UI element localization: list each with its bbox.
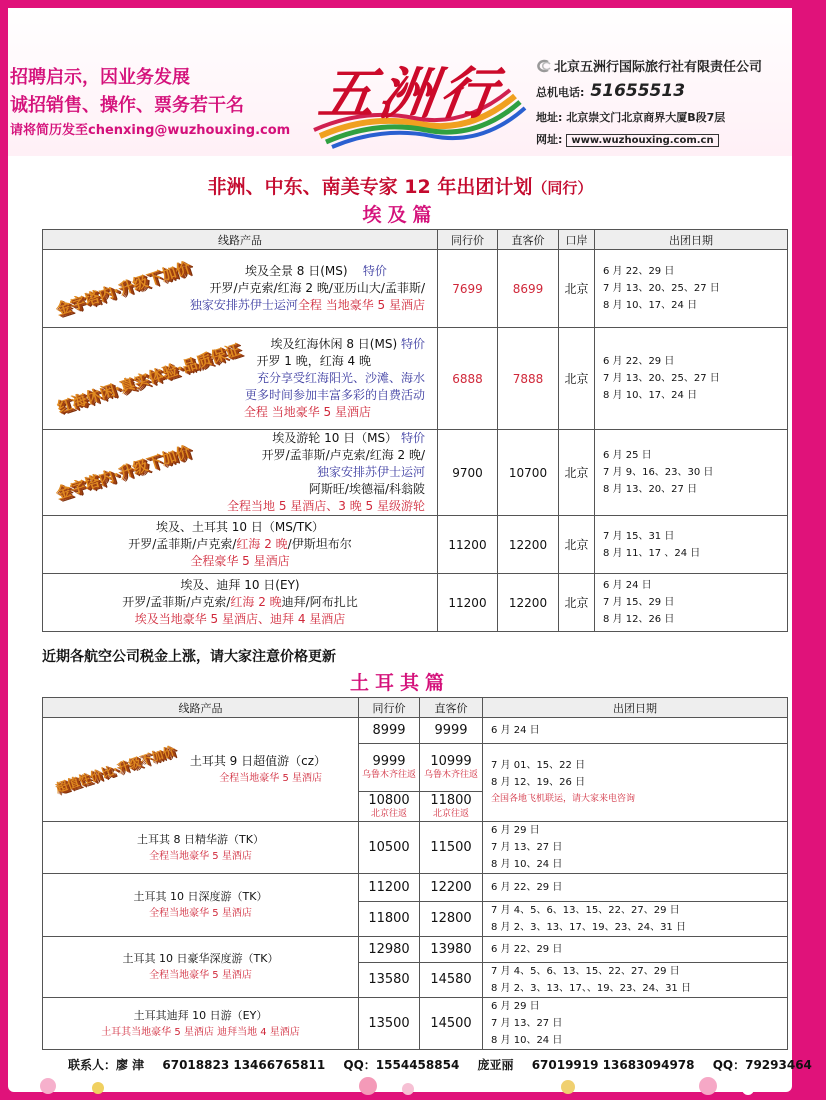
highlight: 更多时间参加丰富多彩的自费活动 bbox=[244, 388, 425, 402]
product-name: 土耳其迪拜 10 日游（EY） bbox=[133, 1008, 268, 1022]
itinerary: 开罗 1 晚，红海 4 晚 bbox=[256, 354, 371, 368]
col-header: 直客价 bbox=[420, 698, 483, 718]
peer-price: 10500 bbox=[359, 822, 420, 874]
product-cell bbox=[43, 328, 438, 430]
contact-1-phones[interactable]: 67018823 13466765811 bbox=[162, 1058, 326, 1072]
table-row bbox=[43, 328, 788, 430]
itinerary: 开罗/孟菲斯/卢克索/ bbox=[122, 595, 231, 609]
departure-dates bbox=[595, 574, 788, 632]
port: 北京 bbox=[559, 430, 595, 516]
highlight: 红海 2 晚 bbox=[230, 595, 282, 609]
address-label: 地址: bbox=[536, 111, 563, 124]
hotel-info: 全程当地豪华 5 星酒店 bbox=[219, 772, 322, 784]
flower-border-icon bbox=[8, 1056, 792, 1092]
direct-price: 11500 bbox=[420, 822, 483, 874]
date-line: 8 月 10、24 日 bbox=[491, 1035, 563, 1046]
direct-price: 14580 bbox=[420, 963, 483, 998]
date-line: 8 月 10、17、24 日 bbox=[603, 390, 698, 401]
turkey-table bbox=[42, 697, 788, 1050]
product-name: 埃及游轮 10 日（MS） bbox=[272, 431, 398, 445]
departure-dates bbox=[595, 516, 788, 574]
table-row bbox=[43, 574, 788, 632]
date-line: 6 月 22、29 日 bbox=[603, 266, 675, 277]
col-header: 口岸 bbox=[559, 230, 595, 250]
page-title: 非洲、中东、南美专家 12 年出团计划（同行） bbox=[207, 176, 593, 198]
recruit-line-1: 招聘启示，因业务发展 bbox=[10, 67, 190, 88]
direct-price bbox=[420, 744, 483, 792]
direct-price: 13980 bbox=[420, 937, 483, 963]
date-line: 7 月 4、5、6、13、15、22、27、29 日 bbox=[491, 905, 680, 916]
product-name: 埃及、迪拜 10 日(EY) bbox=[180, 578, 300, 592]
phone-label: 总机电话: bbox=[536, 86, 585, 99]
itinerary: 开罗/孟菲斯/卢克索/红海 2 晚/ bbox=[261, 448, 425, 462]
direct-price: 14500 bbox=[420, 998, 483, 1050]
hotel-info: 全程 当地豪华 5 星酒店 bbox=[243, 405, 371, 419]
departure-dates bbox=[483, 998, 788, 1050]
direct-price: 10700 bbox=[498, 430, 559, 516]
date-line: 7 月 15、31 日 bbox=[603, 530, 675, 542]
table-row bbox=[43, 516, 788, 574]
date-line: 7 月 13、27 日 bbox=[491, 1018, 563, 1029]
table-row bbox=[43, 998, 788, 1050]
direct-price bbox=[420, 792, 483, 822]
special-tag: 特价 bbox=[400, 431, 425, 445]
hotel-info: 全程当地 5 星酒店、3 晚 5 星级游轮 bbox=[227, 499, 425, 513]
port: 北京 bbox=[559, 250, 595, 328]
direct-price: 7888 bbox=[498, 328, 559, 430]
date-line: 8 月 13、20、27 日 bbox=[603, 484, 698, 495]
address: 北京崇文门北京商界大厦B段7层 bbox=[566, 111, 726, 124]
date-note: 全国各地飞机联运，请大家来电咨询 bbox=[491, 794, 636, 804]
direct-price: 8699 bbox=[498, 250, 559, 328]
peer-price: 11200 bbox=[438, 516, 498, 574]
date-line: 6 月 29 日 bbox=[491, 825, 540, 836]
table-row bbox=[43, 718, 788, 744]
product-name: 土耳其 8 日精华游（TK） bbox=[137, 832, 264, 846]
col-header: 线路产品 bbox=[43, 230, 438, 250]
table-row bbox=[43, 430, 788, 516]
date-line: 8 月 12、19、26 日 bbox=[491, 777, 586, 788]
company-logo bbox=[300, 44, 530, 150]
itinerary: /伊斯坦布尔 bbox=[287, 537, 352, 551]
col-header: 直客价 bbox=[498, 230, 559, 250]
product-name: 土耳其 10 日豪华深度游（TK） bbox=[122, 952, 279, 965]
product-name: 土耳其 9 日超值游（cz） bbox=[189, 753, 326, 768]
highlight: 充分享受红海阳光、沙滩、海水 bbox=[256, 371, 425, 385]
product-name: 埃及全景 8 日(MS) bbox=[244, 264, 348, 278]
header bbox=[8, 8, 792, 156]
direct-price: 12800 bbox=[420, 902, 483, 937]
itinerary: 阿斯旺/埃德福/科翁陂 bbox=[308, 482, 425, 496]
promo-stamp: 超值性价比·升级不加价 bbox=[53, 743, 177, 795]
departure-dates bbox=[595, 328, 788, 430]
itinerary: 迪拜/阿布扎比 bbox=[281, 595, 358, 609]
highlight: 独家安排苏伊士运河 bbox=[316, 465, 425, 479]
direct-price: 12200 bbox=[498, 516, 559, 574]
peer-price: 11200 bbox=[359, 874, 420, 902]
date-line: 7 月 4、5、6、13、15、22、27、29 日 bbox=[491, 966, 680, 977]
port: 北京 bbox=[559, 328, 595, 430]
date-line: 6 月 24 日 bbox=[603, 580, 652, 591]
table-row bbox=[43, 874, 788, 902]
company-mark-icon bbox=[536, 59, 552, 73]
recruit-notice bbox=[10, 64, 310, 142]
recruit-email[interactable]: 请将简历发至chenxing@wuzhouxing.com bbox=[10, 123, 291, 138]
col-header: 同行价 bbox=[438, 230, 498, 250]
departure-dates: 6 月 22、29 日 bbox=[483, 937, 788, 963]
departure-dates: 6 月 22、29 日 bbox=[483, 874, 788, 902]
logo-text: 五洲行 bbox=[314, 61, 505, 127]
peer-price: 8999 bbox=[359, 718, 420, 744]
company-name: 北京五洲行国际旅行社有限责任公司 bbox=[554, 60, 763, 75]
date-line: 8 月 10、24 日 bbox=[491, 859, 563, 870]
product-name: 土耳其 10 日深度游（TK） bbox=[133, 890, 268, 903]
port: 北京 bbox=[559, 574, 595, 632]
special-tag: 特价 bbox=[400, 337, 425, 351]
col-header: 出团日期 bbox=[595, 230, 788, 250]
peer-price: 6888 bbox=[438, 328, 498, 430]
contact-2: 庞亚丽 bbox=[477, 1058, 514, 1072]
hotel-info: 全程当地豪华 5 星酒店 bbox=[149, 850, 252, 862]
port: 北京 bbox=[559, 516, 595, 574]
itinerary: 开罗/孟菲斯/卢克索/ bbox=[128, 537, 237, 551]
hotel-info: 全程当地豪华 5 星酒店 bbox=[149, 970, 252, 981]
highlight: 红海 2 晚 bbox=[236, 537, 288, 551]
price-note: 北京往返 bbox=[432, 809, 469, 819]
col-header: 线路产品 bbox=[43, 698, 359, 718]
departure-dates bbox=[595, 430, 788, 516]
recruit-line-2: 诚招销售、操作、票务若干名 bbox=[10, 95, 244, 116]
peer-price: 13500 bbox=[359, 998, 420, 1050]
peer-price: 11200 bbox=[438, 574, 498, 632]
contact-2-qq[interactable]: QQ：79293464 bbox=[712, 1058, 812, 1072]
itinerary: 开罗/卢克索/红海 2 晚/亚历山大/孟菲斯/ bbox=[209, 281, 425, 295]
peer-price: 13580 bbox=[359, 963, 420, 998]
departure-dates bbox=[595, 250, 788, 328]
departure-dates bbox=[483, 963, 788, 998]
egypt-table bbox=[42, 229, 788, 632]
egypt-section-title: 埃及篇 bbox=[362, 204, 438, 226]
promo-stamp: 金字塔内·升级下加价 bbox=[53, 257, 193, 319]
direct-price: 12200 bbox=[498, 574, 559, 632]
price-value: 9999 bbox=[372, 754, 406, 769]
peer-price: 11800 bbox=[359, 902, 420, 937]
price-notice: 近期各航空公司税金上涨，请大家注意价格更新 bbox=[42, 649, 336, 665]
contact-1-qq[interactable]: QQ：1554458854 bbox=[343, 1058, 460, 1072]
peer-price bbox=[359, 744, 420, 792]
website-label: 网址: bbox=[536, 133, 563, 146]
hotel-info: 全程当地豪华 5 星酒店 bbox=[149, 908, 252, 919]
promo-stamp: 红海休闲·真实体验·品质保证 bbox=[54, 339, 243, 417]
product-cell bbox=[43, 516, 438, 574]
table-row bbox=[43, 822, 788, 874]
product-name: 埃及红海休闲 8 日(MS) bbox=[270, 337, 398, 351]
date-line: 7 月 13、20、25、27 日 bbox=[603, 283, 720, 294]
main-phone[interactable]: 51655513 bbox=[590, 81, 686, 101]
table-header bbox=[43, 698, 788, 718]
product-cell bbox=[43, 430, 438, 516]
price-value: 10999 bbox=[430, 754, 472, 769]
col-header: 同行价 bbox=[359, 698, 420, 718]
date-line: 6 月 25 日 bbox=[603, 450, 652, 461]
date-line: 8 月 10、17、24 日 bbox=[603, 300, 698, 311]
product-cell bbox=[43, 574, 438, 632]
product-name: 埃及、土耳其 10 日（MS/TK） bbox=[155, 520, 325, 534]
website[interactable]: www.wuzhouxing.com.cn bbox=[566, 134, 718, 147]
product-cell bbox=[43, 998, 359, 1050]
hotel-info: 土耳其当地豪华 5 星酒店 迪拜当地 4 星酒店 bbox=[101, 1026, 300, 1038]
date-line: 6 月 22、29 日 bbox=[603, 356, 675, 367]
product-cell bbox=[43, 250, 438, 328]
title-sub: （同行） bbox=[532, 179, 593, 197]
price-value: 10800 bbox=[368, 793, 410, 808]
departure-dates bbox=[483, 822, 788, 874]
product-cell bbox=[43, 718, 359, 822]
departure-dates bbox=[483, 744, 788, 822]
direct-price: 12200 bbox=[420, 874, 483, 902]
date-line: 8 月 2、3、13、17、19、23、24、31 日 bbox=[491, 922, 686, 933]
table-row bbox=[43, 250, 788, 328]
table-header bbox=[43, 230, 788, 250]
contact-1: 联系人：廖 津 bbox=[68, 1058, 145, 1072]
price-note: 北京往返 bbox=[370, 809, 407, 819]
departure-dates bbox=[483, 902, 788, 937]
peer-price: 7699 bbox=[438, 250, 498, 328]
date-line: 8 月 11、17 、24 日 bbox=[603, 547, 701, 559]
date-line: 7 月 9、16、23、30 日 bbox=[603, 467, 714, 478]
peer-price: 9700 bbox=[438, 430, 498, 516]
product-cell bbox=[43, 937, 359, 998]
col-header: 出团日期 bbox=[483, 698, 788, 718]
date-line: 7 月 13、27 日 bbox=[491, 842, 563, 853]
peer-price: 12980 bbox=[359, 937, 420, 963]
company-info bbox=[536, 56, 792, 147]
price-value: 11800 bbox=[430, 793, 472, 808]
contact-2-phones[interactable]: 67019919 13683094978 bbox=[531, 1058, 695, 1072]
special-tag: 特价 bbox=[362, 264, 387, 278]
date-line: 8 月 2、3、13、17、、19、23、24、31 日 bbox=[491, 983, 691, 994]
turkey-section-title: 土耳其篇 bbox=[349, 672, 450, 694]
date-line: 6 月 29 日 bbox=[491, 1001, 540, 1012]
date-line: 7 月 13、20、25、27 日 bbox=[603, 373, 720, 384]
hotel-info: 全程豪华 5 星酒店 bbox=[190, 554, 290, 568]
departure-dates: 6 月 24 日 bbox=[483, 718, 788, 744]
price-note: 乌鲁木齐往返 bbox=[423, 770, 478, 780]
table-row bbox=[43, 937, 788, 963]
peer-price bbox=[359, 792, 420, 822]
price-note: 乌鲁木齐往返 bbox=[361, 770, 416, 780]
date-line: 8 月 12、26 日 bbox=[603, 614, 675, 625]
product-cell bbox=[43, 874, 359, 937]
date-line: 7 月 15、29 日 bbox=[603, 597, 675, 608]
hotel-info: 埃及当地豪华 5 星酒店、迪拜 4 星酒店 bbox=[134, 612, 346, 626]
date-line: 7 月 01、15、22 日 bbox=[491, 760, 586, 771]
product-cell bbox=[43, 822, 359, 874]
highlight: 独家安排苏伊士运河 bbox=[189, 298, 298, 312]
promo-stamp: 金字塔内·升级下加价 bbox=[53, 441, 193, 503]
direct-price: 9999 bbox=[420, 718, 483, 744]
flyer-page bbox=[8, 8, 812, 1092]
hotel-info: 全程 当地豪华 5 星酒店 bbox=[297, 298, 425, 312]
